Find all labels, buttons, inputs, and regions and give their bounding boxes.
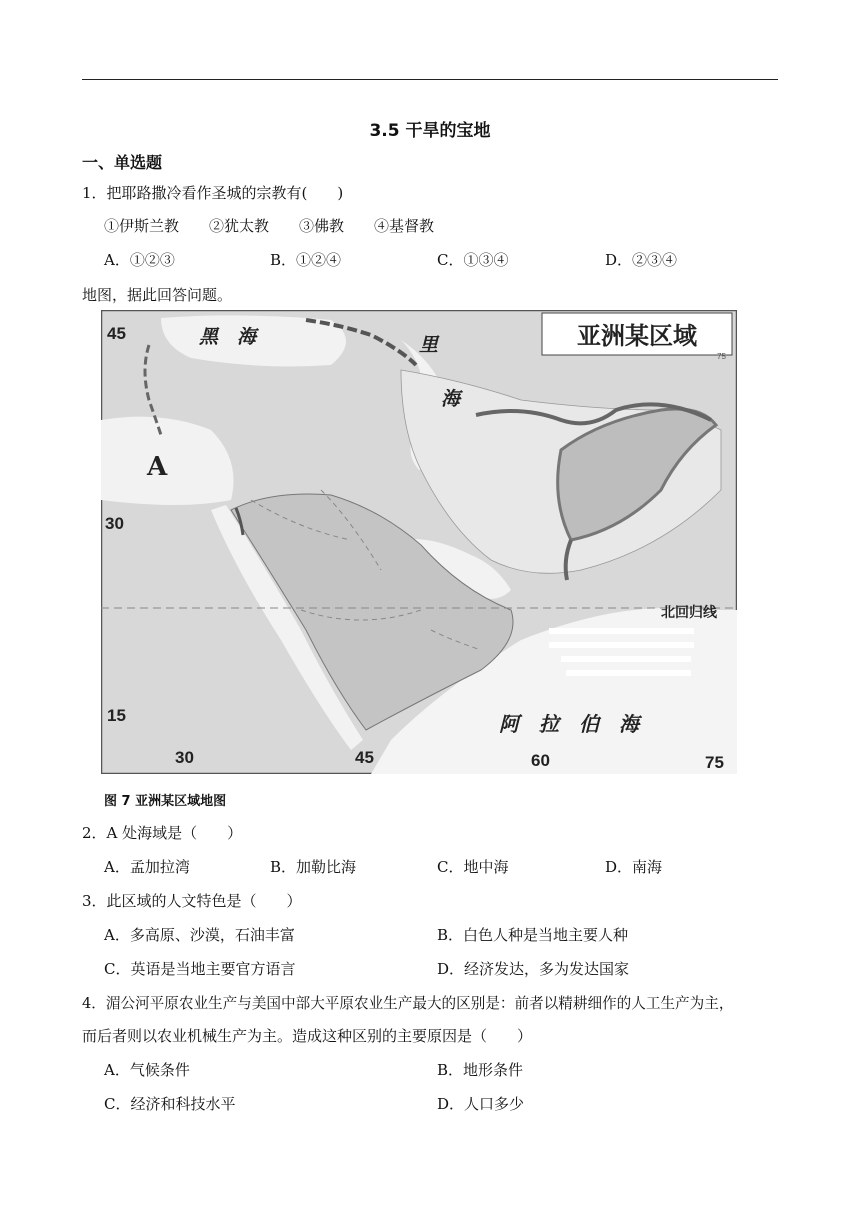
- q1-items: ①伊斯兰教 ②犹太教 ③佛教 ④基督教: [104, 217, 435, 235]
- q4-option-b[interactable]: B．地形条件: [437, 1061, 524, 1079]
- q1-option-d[interactable]: D．②③④: [605, 251, 678, 269]
- map-caption: 图 7 亚洲某区域地图: [104, 794, 227, 809]
- lat-tick-15: 15: [107, 706, 126, 725]
- q3-option-a[interactable]: A．多高原、沙漠，石油丰富: [104, 926, 295, 944]
- q3-option-b[interactable]: B．白色人种是当地主要人种: [437, 926, 629, 944]
- page-title: 3.5 干旱的宝地: [369, 121, 491, 141]
- q1-stem: 1．把耶路撒冷看作圣城的宗教有( ): [82, 184, 344, 202]
- q3-stem: 3．此区域的人文特色是（ ）: [82, 892, 302, 910]
- map-title: 亚洲某区域: [577, 322, 697, 350]
- label-point-a: A: [147, 452, 168, 482]
- q3-option-d[interactable]: D．经济发达，多为发达国家: [437, 960, 630, 978]
- header-rule: [82, 79, 778, 80]
- q2-stem: 2．A 处海域是（ ）: [82, 824, 243, 842]
- label-arabian-sea: 阿 拉 伯 海: [499, 712, 639, 736]
- label-caspian-1: 里: [419, 334, 439, 356]
- q4-option-a[interactable]: A．气候条件: [104, 1061, 190, 1079]
- q4-stem-line1: 4．湄公河平原农业生产与美国中部大平原农业生产最大的区别是：前者以精耕细作的人工生产为主，: [82, 995, 734, 1012]
- lon-tick-60: 60: [531, 751, 550, 770]
- q2-option-b[interactable]: B．加勒比海: [270, 858, 357, 876]
- q1-option-b[interactable]: B．①②④: [270, 251, 342, 269]
- lat-tick-45: 45: [107, 324, 126, 343]
- lat-tick-30: 30: [105, 514, 124, 533]
- q4-option-c[interactable]: C．经济和科技水平: [104, 1095, 236, 1113]
- q4-stem-line2: 而后者则以农业机械生产为主。造成这种区别的主要原因是（ ）: [82, 1027, 533, 1045]
- label-caspian-2: 海: [441, 388, 461, 410]
- label-tropic-of-cancer: 北回归线: [661, 605, 717, 621]
- lon-tick-30: 30: [175, 748, 194, 767]
- q1-option-c[interactable]: C．①③④: [437, 251, 509, 269]
- q3-option-c[interactable]: C．英语是当地主要官方语言: [104, 960, 296, 978]
- q2-option-d[interactable]: D．南海: [605, 858, 663, 876]
- section-heading: 一、单选题: [82, 153, 163, 172]
- q2-option-c[interactable]: C．地中海: [437, 858, 509, 876]
- asia-region-map: [101, 310, 737, 774]
- lon-tick-75: 75: [705, 753, 724, 772]
- label-black-sea: 黑 海: [199, 326, 257, 348]
- q4-option-d[interactable]: D．人口多少: [437, 1095, 525, 1113]
- lon-tick-45: 45: [355, 748, 374, 767]
- map-intro: 地图，据此回答问题。: [82, 286, 233, 304]
- q1-option-a[interactable]: A．①②③: [104, 251, 175, 269]
- q2-option-a[interactable]: A．孟加拉湾: [104, 858, 190, 876]
- corner-tick-75: 75: [717, 352, 726, 361]
